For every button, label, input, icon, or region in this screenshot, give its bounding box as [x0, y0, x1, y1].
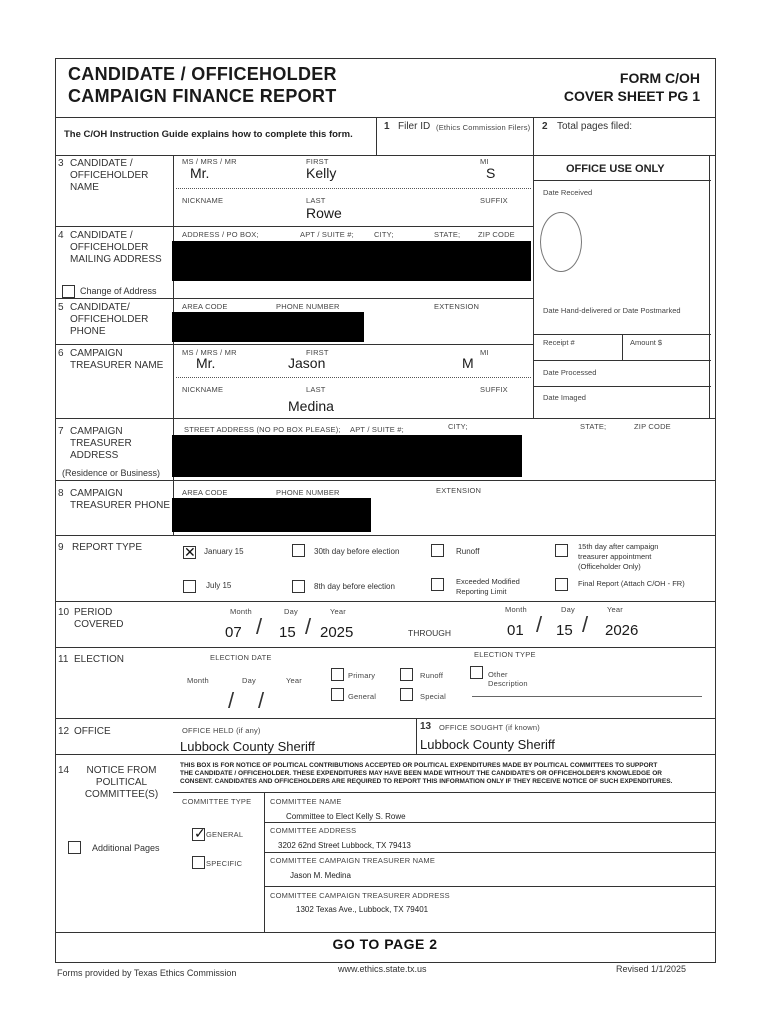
election-general-label: General	[348, 692, 377, 701]
notice-line-2: THE CANDIDATE / OFFICEHOLDER. THESE EXPENDITURES MAY HAVE BEEN MADE WITHOUT THE CANDIDATE'S OR OFFICEHOLDER'S KNOWLEDGE OR	[180, 770, 662, 777]
cover-sheet-label: COVER SHEET PG 1	[563, 88, 700, 104]
area-code-label: AREA CODE	[182, 488, 228, 497]
divider	[376, 117, 377, 155]
committee-name-value[interactable]: Committee to Elect Kelly S. Rowe	[286, 812, 406, 821]
footer-url[interactable]: www.ethics.state.tx.us	[338, 964, 427, 974]
election-primary-label: Primary	[348, 671, 376, 680]
office-sought-value[interactable]: Lubbock County Sheriff	[420, 737, 555, 752]
section-14-num: 14	[58, 765, 70, 776]
through-label: THROUGH	[408, 628, 451, 638]
suffix-label: SUFFIX	[480, 196, 508, 205]
filer-id-num: 1	[384, 121, 390, 132]
committee-specific-label: SPECIFIC	[206, 859, 243, 868]
office-held-label: OFFICE HELD (if any)	[182, 726, 261, 735]
treasurer-title[interactable]: Mr.	[196, 355, 216, 371]
candidate-mi[interactable]: S	[486, 165, 496, 181]
report-type-jan15-checkbox[interactable]	[183, 546, 196, 559]
divider	[173, 155, 174, 535]
section-3-label: CANDIDATE / OFFICEHOLDER NAME	[70, 158, 149, 193]
report-type-jan15-label: January 15	[204, 547, 244, 556]
day-label: Day	[242, 676, 256, 685]
section-11-num: 11	[58, 654, 69, 665]
divider	[55, 601, 715, 602]
committee-treasurer-address-value[interactable]: 1302 Texas Ave., Lubbock, TX 79401	[296, 905, 429, 914]
change-of-address-checkbox[interactable]	[62, 285, 75, 298]
day-label: Day	[561, 605, 575, 614]
section-12-label: OFFICE	[74, 726, 111, 737]
date-separator: /	[582, 612, 589, 637]
section-6-label: CAMPAIGN TREASURER NAME	[70, 348, 164, 371]
section-10-num: 10	[58, 607, 70, 618]
report-type-final-checkbox[interactable]	[555, 578, 568, 591]
divider	[55, 535, 715, 536]
month-label: Month	[230, 607, 252, 616]
office-sought-label: OFFICE SOUGHT (if known)	[439, 723, 540, 732]
period-from-year[interactable]: 2025	[320, 624, 354, 641]
treasurer-first-name[interactable]: Jason	[288, 355, 326, 371]
date-separator: /	[536, 612, 543, 637]
divider	[173, 792, 715, 793]
form-title-line1: CANDIDATE / OFFICEHOLDER	[68, 64, 337, 84]
period-from-month[interactable]: 07	[225, 624, 242, 641]
treasurer-mi[interactable]: M	[462, 355, 474, 371]
section-12-num: 12	[58, 726, 70, 737]
divider	[176, 377, 531, 378]
divider	[55, 226, 533, 227]
committee-treasurer-name-label: COMMITTEE CAMPAIGN TREASURER NAME	[270, 856, 436, 865]
divider	[55, 754, 715, 755]
date-received-label: Date Received	[543, 188, 593, 197]
divider	[264, 792, 265, 932]
receipt-label: Receipt #	[543, 338, 575, 347]
section-4-label: CANDIDATE / OFFICEHOLDER MAILING ADDRESS	[70, 230, 162, 265]
year-label: Year	[330, 607, 346, 616]
section-7-sub-label: (Residence or Business)	[62, 468, 161, 478]
election-runoff-checkbox[interactable]	[400, 668, 413, 681]
election-other-checkbox[interactable]	[470, 666, 483, 679]
amount-label: Amount $	[630, 338, 663, 347]
report-type-exceeded-label: Exceeded Modified Reporting Limit	[456, 577, 520, 596]
divider	[533, 386, 711, 387]
divider	[55, 480, 715, 481]
notice-line-1: THIS BOX IS FOR NOTICE OF POLITICAL CONTRIBUTIONS ACCEPTED OR POLITICAL EXPENDITURES MADE BY POLITICAL COMMITTEES TO SUPPORT	[180, 762, 658, 769]
section-8-label: CAMPAIGN TREASURER PHONE	[70, 488, 171, 511]
divider	[55, 344, 533, 345]
city-label: CITY;	[448, 422, 468, 431]
date-separator: /	[258, 688, 265, 713]
candidate-first-name[interactable]: Kelly	[306, 165, 337, 181]
report-type-30th-label: 30th day before election	[314, 547, 400, 556]
committee-treasurer-address-label: COMMITTEE CAMPAIGN TREASURER ADDRESS	[270, 891, 450, 900]
day-label: Day	[284, 607, 298, 616]
report-type-runoff-checkbox[interactable]	[431, 544, 444, 557]
divider	[533, 360, 711, 361]
office-use-title: OFFICE USE ONLY	[566, 163, 665, 175]
election-primary-checkbox[interactable]	[331, 668, 344, 681]
extension-label: EXTENSION	[436, 486, 482, 495]
divider	[55, 117, 715, 118]
ms-mrs-mr-label: MS / MRS / MR	[182, 348, 237, 357]
ms-mrs-mr-label: MS / MRS / MR	[182, 157, 237, 166]
last-label: LAST	[306, 196, 326, 205]
date-separator: /	[305, 614, 312, 639]
period-to-year[interactable]: 2026	[605, 622, 639, 639]
apt-label: APT / SUITE #;	[350, 425, 404, 434]
section-7-num: 7	[58, 426, 64, 437]
period-to-month[interactable]: 01	[507, 622, 524, 639]
committee-treasurer-name-value[interactable]: Jason M. Medina	[290, 871, 351, 880]
stamp-seal	[540, 212, 582, 272]
committee-specific-checkbox[interactable]	[192, 856, 205, 869]
election-type-label: ELECTION TYPE	[474, 650, 536, 659]
footer-left: Forms provided by Texas Ethics Commission	[57, 968, 237, 978]
divider	[55, 718, 715, 719]
redacted-candidate-phone	[172, 312, 364, 342]
redacted-treasurer-address	[172, 435, 522, 477]
office-held-value[interactable]: Lubbock County Sheriff	[180, 739, 315, 754]
election-other-label: Other Description	[488, 670, 528, 688]
suffix-label: SUFFIX	[480, 385, 508, 394]
period-to-day[interactable]: 15	[556, 622, 573, 639]
report-type-30th-checkbox[interactable]	[292, 544, 305, 557]
divider	[416, 718, 417, 754]
section-7-label: CAMPAIGN TREASURER ADDRESS	[70, 426, 132, 461]
section-14-label: NOTICE FROM POLITICAL COMMITTEE(S)	[84, 765, 159, 800]
period-from-day[interactable]: 15	[279, 624, 296, 641]
report-type-exceeded-checkbox[interactable]	[431, 578, 444, 591]
total-pages-label: Total pages filed:	[557, 121, 633, 132]
date-separator: /	[256, 614, 263, 639]
month-label: Month	[505, 605, 527, 614]
divider	[622, 334, 623, 360]
report-type-8th-label: 8th day before election	[314, 582, 395, 591]
section-11-label: ELECTION	[74, 654, 125, 665]
committee-address-value[interactable]: 3202 62nd Street Lubbock, TX 79413	[278, 841, 411, 850]
notice-line-3: CONSENT. CANDIDATES AND OFFICEHOLDERS ARE REQUIRED TO REPORT THIS INFORMATION ONLY IF THEY RECEIVE NOTICE OF SUCH EXPENDITURES.	[180, 778, 673, 785]
state-label: STATE;	[434, 230, 461, 239]
extension-label: EXTENSION	[434, 302, 480, 311]
zip-label: ZIP CODE	[634, 422, 671, 431]
footer-revised: Revised 1/1/2025	[616, 964, 687, 974]
total-pages-num: 2	[542, 121, 548, 132]
election-special-label: Special	[420, 692, 446, 701]
section-13-num: 13	[420, 721, 432, 732]
date-processed-label: Date Processed	[543, 368, 597, 377]
redacted-mailing-address	[172, 241, 531, 281]
year-label: Year	[286, 676, 302, 685]
election-runoff-label: Runoff	[420, 671, 444, 680]
candidate-last-name[interactable]: Rowe	[306, 205, 342, 221]
committee-general-checkbox[interactable]	[192, 828, 205, 841]
report-type-july15-checkbox[interactable]	[183, 580, 196, 593]
committee-type-label: COMMITTEE TYPE	[182, 797, 252, 806]
section-9-num: 9	[58, 542, 64, 553]
first-label: FIRST	[306, 157, 329, 166]
other-description-line	[472, 696, 702, 697]
section-10-label: PERIOD COVERED	[74, 607, 124, 630]
additional-pages-label: Additional Pages	[92, 843, 160, 853]
section-4-num: 4	[58, 230, 64, 241]
committee-general-label: GENERAL	[206, 830, 244, 839]
divider	[55, 932, 715, 933]
committee-address-label: COMMITTEE ADDRESS	[270, 826, 357, 835]
section-5-label: CANDIDATE/ OFFICEHOLDER PHONE	[70, 302, 149, 337]
go-to-page-2: GO TO PAGE 2	[332, 936, 438, 952]
report-type-runoff-label: Runoff	[456, 547, 480, 556]
date-separator: /	[228, 688, 235, 713]
election-general-checkbox[interactable]	[331, 688, 344, 701]
last-label: LAST	[306, 385, 326, 394]
election-special-checkbox[interactable]	[400, 688, 413, 701]
divider	[176, 188, 531, 189]
form-title-line2: CAMPAIGN FINANCE REPORT	[68, 86, 337, 106]
section-9-label: REPORT TYPE	[72, 542, 143, 553]
address-label: ADDRESS / PO BOX;	[182, 230, 259, 239]
divider	[264, 886, 715, 887]
report-type-july15-label: July 15	[206, 581, 232, 590]
section-8-num: 8	[58, 488, 64, 499]
date-hand-delivered-label: Date Hand-delivered or Date Postmarked	[543, 306, 681, 315]
street-address-label: STREET ADDRESS (NO PO BOX PLEASE);	[184, 425, 341, 434]
first-label: FIRST	[306, 348, 329, 357]
area-code-label: AREA CODE	[182, 302, 228, 311]
candidate-title[interactable]: Mr.	[190, 165, 210, 181]
month-label: Month	[187, 676, 209, 685]
city-label: CITY;	[374, 230, 394, 239]
election-date-label: ELECTION DATE	[210, 653, 272, 662]
apt-label: APT / SUITE #;	[300, 230, 354, 239]
filer-id-sub: (Ethics Commission Filers)	[436, 123, 531, 132]
additional-pages-checkbox[interactable]	[68, 841, 81, 854]
instructions-text: The C/OH Instruction Guide explains how to complete this form.	[64, 129, 353, 140]
redacted-treasurer-phone	[172, 498, 371, 532]
change-of-address-label: Change of Address	[80, 286, 157, 296]
divider	[264, 852, 715, 853]
divider	[55, 418, 715, 419]
date-imaged-label: Date Imaged	[543, 393, 586, 402]
year-label: Year	[607, 605, 623, 614]
phone-number-label: PHONE NUMBER	[276, 488, 340, 497]
nickname-label: NICKNAME	[182, 385, 224, 394]
filer-id-label: Filer ID	[398, 121, 431, 132]
divider	[533, 117, 534, 155]
committee-name-label: COMMITTEE NAME	[270, 797, 342, 806]
zip-label: ZIP CODE	[478, 230, 515, 239]
section-6-num: 6	[58, 348, 64, 359]
phone-number-label: PHONE NUMBER	[276, 302, 340, 311]
divider	[264, 822, 715, 823]
report-type-15th-checkbox[interactable]	[555, 544, 568, 557]
nickname-label: NICKNAME	[182, 196, 224, 205]
report-type-15th-label: 15th day after campaign treasurer appointment (Officeholder Only)	[578, 542, 659, 571]
section-3-num: 3	[58, 158, 64, 169]
report-type-8th-checkbox[interactable]	[292, 580, 305, 593]
treasurer-last-name[interactable]: Medina	[288, 398, 334, 414]
state-label: STATE;	[580, 422, 607, 431]
divider	[55, 647, 715, 648]
report-type-final-label: Final Report (Attach C/OH - FR)	[578, 579, 685, 588]
form-code: FORM C/OH	[619, 70, 700, 86]
mi-label: MI	[480, 157, 489, 166]
divider	[55, 298, 533, 299]
section-5-num: 5	[58, 302, 64, 313]
mi-label: MI	[480, 348, 489, 357]
